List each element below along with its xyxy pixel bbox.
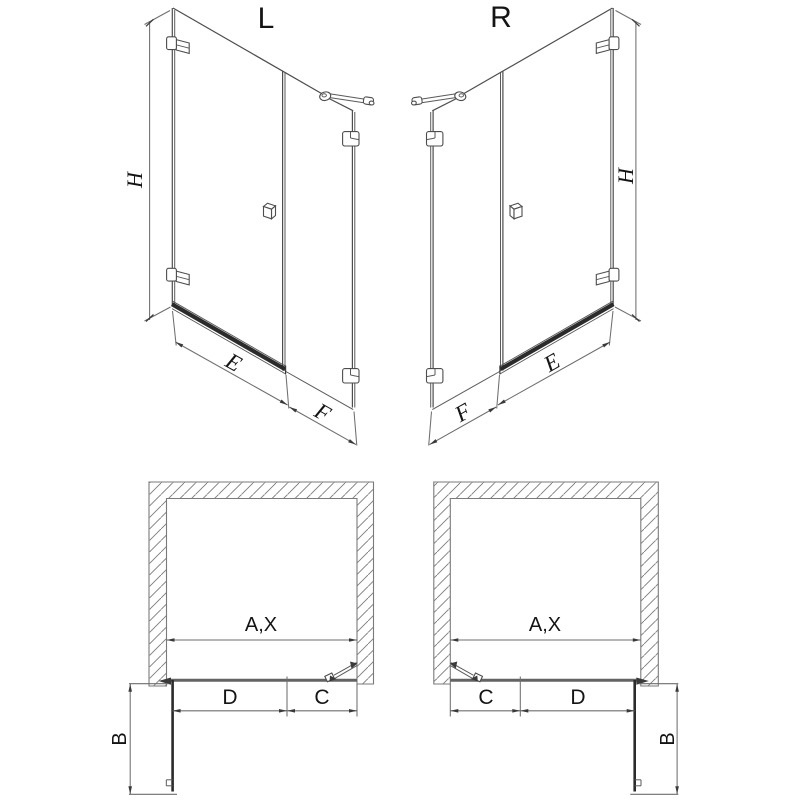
dim-label-F-left: F <box>310 398 335 427</box>
dim-label-E-left: E <box>221 348 246 377</box>
variant-label-left: L <box>257 2 275 35</box>
dim-label-AX-left: A,X <box>244 614 278 636</box>
wall-plan-right <box>434 482 659 686</box>
dim-label-C-right: C <box>478 686 494 709</box>
dim-label-C-left: C <box>314 686 330 709</box>
variant-label-right: R <box>490 1 512 34</box>
dim-label-AX-right: A,X <box>528 614 562 636</box>
dim-label-D-right: D <box>570 686 586 709</box>
dim-label-F-right: F <box>450 398 476 427</box>
dim-label-B-right: B <box>657 732 679 746</box>
dim-label-H-left: H <box>122 172 147 188</box>
iso-view-left <box>145 8 375 446</box>
dim-label-E-right: E <box>539 348 565 377</box>
wall-plan-left <box>149 482 374 686</box>
dim-label-H-right: H <box>613 168 638 184</box>
dim-label-D-left: D <box>222 686 238 709</box>
dim-label-B-left: B <box>109 732 131 746</box>
iso-view-right <box>411 8 641 446</box>
